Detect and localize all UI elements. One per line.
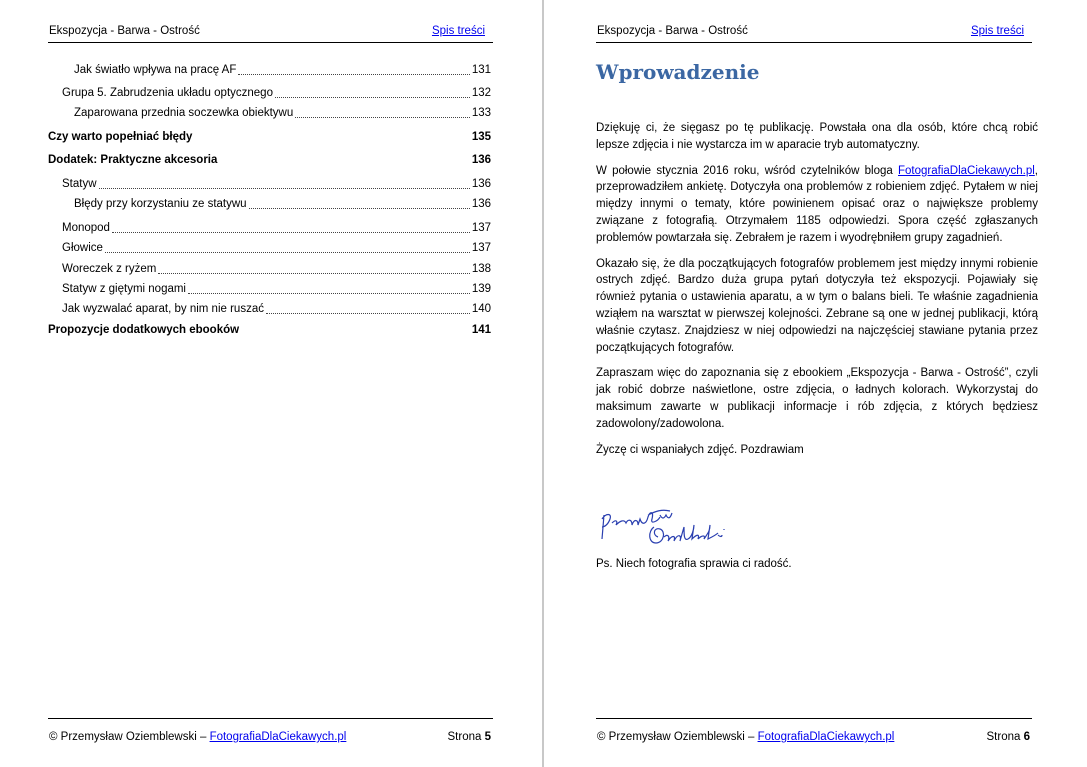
toc-entry[interactable]	[48, 301, 491, 317]
toc-leader-dots	[266, 312, 470, 314]
page-header	[596, 24, 1032, 43]
page-footer	[48, 718, 493, 750]
toc-leader-dots	[105, 251, 470, 253]
toc-entry-page: 135	[471, 131, 491, 143]
toc-entry-label: Jak światło wpływa na pracę AF	[74, 64, 237, 76]
toc-entry[interactable]	[48, 176, 491, 192]
toc-entry[interactable]	[48, 196, 491, 212]
copyright-text: © Przemysław Oziemblewski –	[49, 731, 210, 743]
toc-entry-page: 138	[471, 263, 491, 275]
paragraph: Życzę ci wspaniałych zdjęć. Pozdrawiam	[596, 443, 804, 456]
toc-leader-dots	[112, 231, 470, 233]
page-number-value: 6	[1023, 731, 1030, 743]
blog-link[interactable]: FotografiaDlaCiekawych.pl	[898, 164, 1035, 177]
toc-entry-page: 131	[471, 64, 491, 76]
page-6	[544, 0, 1087, 767]
toc-entry-page: 136	[471, 154, 491, 166]
running-title: Ekspozycja - Barwa - Ostrość	[597, 25, 748, 37]
toc-entry-page: 140	[471, 303, 491, 315]
toc-entry-label: Głowice	[62, 242, 103, 254]
toc-entry-page: 141	[471, 324, 491, 336]
page-number	[987, 730, 1031, 745]
section-heading: Wprowadzenie	[596, 60, 760, 84]
toc-entry[interactable]	[48, 62, 491, 78]
paragraph: Dziękuję ci, że sięgasz po tę publikację. Powstała ona dla osób, które chcą robić lepsze zdjęcia i nie wystarcza im w aparacie tryb automatyczny.	[596, 122, 1038, 151]
toc-entry[interactable]	[48, 220, 491, 236]
toc-entry[interactable]	[48, 240, 491, 256]
copyright-text: © Przemysław Oziemblewski –	[597, 731, 758, 743]
toc-entry-label: Statyw	[62, 178, 97, 190]
toc-entry[interactable]	[48, 261, 491, 277]
postscript: Ps. Niech fotografia sprawia ci radość.	[596, 558, 792, 570]
page-header	[48, 24, 493, 43]
toc-entry[interactable]	[48, 105, 491, 121]
toc-entry-page: 136	[471, 178, 491, 190]
running-title: Ekspozycja - Barwa - Ostrość	[49, 25, 200, 37]
toc-entry[interactable]	[48, 85, 491, 101]
paragraph: Okazało się, że dla początkujących fotografów problemem jest między innymi robienie ostrych zdjęć. Bardzo duża grupa pytań dotyczyła też ekspozycji. Pojawiały się również pytania o ustawienia aparatu, a w tym o balans bieli. Te właśnie zagadnienia wziąłem na warsztat w pierwszej kolejności. Zebrane są one w jednej publikacji, którą właśnie czytasz. Znajdziesz w niej odpowiedzi na najczęściej stawiane pytania przez początkujących fotografów.	[596, 257, 1038, 354]
toc-entry-label: Monopod	[62, 222, 110, 234]
toc-entry-label: Dodatek: Praktyczne akcesoria	[48, 154, 218, 166]
page-number	[448, 730, 492, 745]
toc-leader-dots	[275, 96, 470, 98]
toc-entry-label: Woreczek z ryżem	[62, 263, 157, 275]
signature-image	[598, 505, 738, 555]
toc-entry-page: 132	[471, 87, 491, 99]
toc-entry-label: Jak wyzwalać aparat, by nim nie ruszać	[62, 303, 264, 315]
toc-entry-page: 133	[471, 107, 491, 119]
page-word: Strona	[447, 731, 482, 743]
paragraph	[596, 163, 1038, 247]
toc-entry[interactable]	[48, 129, 491, 145]
toc-entry-page: 139	[471, 283, 491, 295]
toc-entry[interactable]	[48, 152, 491, 168]
toc-entry-label: Czy warto popełniać błędy	[48, 131, 193, 143]
toc-leader-dots	[249, 207, 470, 209]
toc-entry-label: Grupa 5. Zabrudzenia układu optycznego	[62, 87, 273, 99]
toc-link[interactable]: Spis treści	[431, 25, 485, 37]
toc-leader-dots	[188, 292, 470, 294]
page-number-value: 5	[484, 731, 491, 743]
toc-leader-dots	[295, 116, 470, 118]
toc-entry-label: Statyw z giętymi nogami	[62, 283, 186, 295]
toc-entry[interactable]	[48, 322, 491, 338]
toc-leader-dots	[238, 73, 469, 75]
paragraph-text: , przeprowadziłem ankietę. Dotyczyła ona problemów z robieniem zdjęć. Pytałem w niej między innymi o tematy, które powinienem opisać oraz o największe problemy związane z fotografią. Otrzymałem 1185 odpowiedzi. Spora część zgłaszanych problemów powtarzała się. Zebrałem je razem i wyodrębniłem grupy zagadnień.	[596, 164, 1038, 244]
toc-entry-page: 137	[471, 222, 491, 234]
paragraph: Zapraszam więc do zapoznania się z ebookiem „Ekspozycja - Barwa - Ostrość”, czyli jak robić dobrze naświetlone, ostre zdjęcia, o ładnych kolorach. Wykorzystaj do maksimum zawarte w publikacji informacje i rób zdjęcia, z których będziesz zadowolony/zadowolona.	[596, 367, 1038, 430]
copyright	[49, 730, 346, 745]
toc-entry-label: Błędy przy korzystaniu ze statywu	[74, 198, 247, 210]
toc-leader-dots	[158, 272, 469, 274]
toc-entry-label: Propozycje dodatkowych ebooków	[48, 324, 240, 336]
page-5	[0, 0, 542, 767]
toc-link[interactable]: Spis treści	[970, 25, 1024, 37]
toc-entry-label: Zaparowana przednia soczewka obiektywu	[74, 107, 294, 119]
site-link[interactable]: FotografiaDlaCiekawych.pl	[757, 731, 895, 743]
site-link[interactable]: FotografiaDlaCiekawych.pl	[209, 731, 347, 743]
toc-leader-dots	[194, 141, 469, 142]
toc-entry[interactable]	[48, 281, 491, 297]
toc-entry-page: 137	[471, 242, 491, 254]
toc-leader-dots	[241, 334, 470, 335]
paragraph-text: W połowie stycznia 2016 roku, wśród czytelników bloga	[596, 164, 898, 177]
toc-entry-page: 136	[471, 198, 491, 210]
copyright	[597, 730, 894, 745]
toc-leader-dots	[99, 187, 470, 189]
toc-leader-dots	[219, 164, 469, 165]
intro-body	[596, 120, 1038, 467]
page-footer	[596, 718, 1032, 750]
page-word: Strona	[986, 731, 1021, 743]
